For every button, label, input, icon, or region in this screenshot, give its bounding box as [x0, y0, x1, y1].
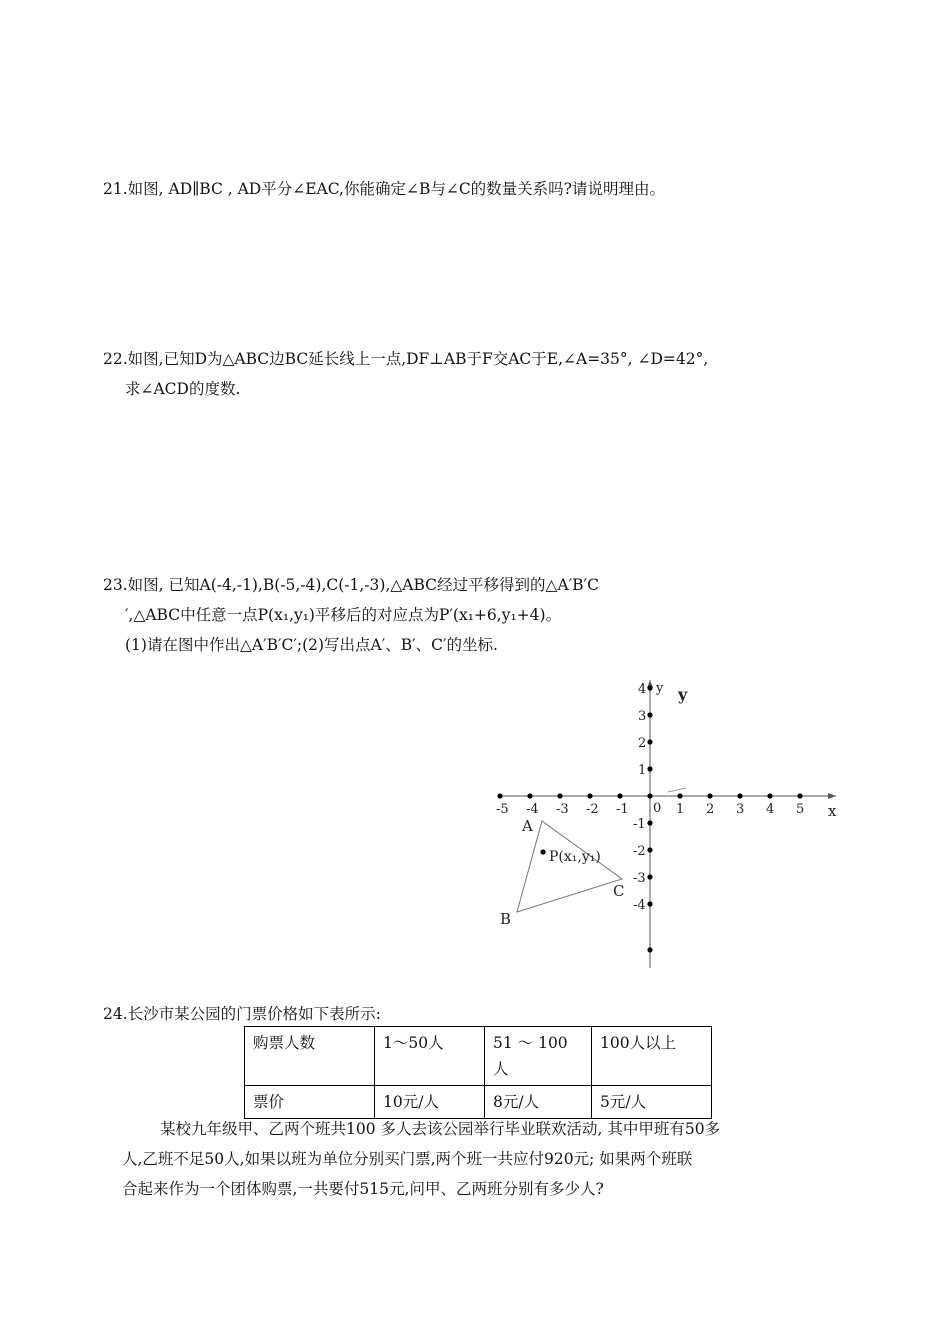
y-tick-dot — [647, 820, 652, 825]
question-24-para-text-1: 某校九年级甲、乙两个班共100 多人去该公园举行毕业联欢活动, 其中甲班有50多 — [160, 1120, 721, 1138]
table-cell: 51 ～ 100人 — [485, 1027, 592, 1086]
point-c-label: C — [613, 882, 625, 900]
question-24-paragraph-line-1 — [122, 1114, 862, 1144]
point-p-dot — [540, 849, 545, 854]
x-tick-dot — [527, 793, 532, 798]
x-tick-label: 3 — [736, 802, 745, 817]
question-23-text-2: ′,△ABC中任意一点P(x₁,y₁)平移后的对应点为P′(x₁+6,y₁+4)。 — [125, 606, 562, 624]
y-tick-label: 4 — [638, 682, 647, 697]
y-tick-dot — [647, 766, 652, 771]
y-tick-label: -4 — [633, 898, 646, 913]
coordinate-figure — [490, 672, 850, 972]
question-23-line-1 — [103, 570, 863, 600]
point-b-label: B — [500, 910, 512, 928]
x-tick-label: -1 — [616, 802, 629, 817]
y-tick-dot — [647, 685, 652, 690]
question-23-line-2 — [103, 600, 885, 630]
origin-label: 0 — [653, 801, 662, 816]
table-row — [245, 1027, 712, 1086]
x-tick-label: -2 — [586, 802, 599, 817]
x-tick-dot — [737, 793, 742, 798]
table-cell: 100人以上 — [592, 1027, 712, 1086]
x-tick-dot — [767, 793, 772, 798]
origin-dot — [647, 793, 652, 798]
y-tick-dot — [647, 874, 652, 879]
x-tick-dot — [707, 793, 712, 798]
y-tick-label: -1 — [633, 817, 646, 832]
question-21-text: 21.如图, AD∥BC , AD平分∠EAC,你能确定∠B与∠C的数量关系吗?请说明理由。 — [103, 180, 665, 198]
x-tick-label: 4 — [766, 802, 775, 817]
x-tick-dot — [497, 793, 502, 798]
question-21 — [103, 174, 863, 204]
question-22-line-1 — [103, 344, 863, 374]
y-axis-label-bold: y — [678, 685, 688, 704]
axes-group — [500, 680, 836, 968]
question-24-paragraph-line-2 — [122, 1144, 882, 1174]
point-a-label: A — [522, 817, 533, 835]
y-extra-dot — [647, 947, 652, 952]
question-24-heading — [103, 999, 863, 1029]
x-tick-dot — [587, 793, 592, 798]
y-tick-label: 1 — [638, 763, 647, 778]
x-axis-label: x — [828, 802, 837, 820]
x-tick-label: 5 — [796, 802, 805, 817]
table-cell: 票价 — [245, 1086, 375, 1119]
table-cell: 8元/人 — [485, 1086, 592, 1119]
point-p-label: P(x₁,y₁) — [549, 849, 601, 865]
x-tick-label: 1 — [676, 802, 685, 817]
x-tick-dot — [617, 793, 622, 798]
table-cell: 10元/人 — [375, 1086, 485, 1119]
labels-group — [500, 681, 837, 928]
y-tick-dot — [647, 712, 652, 717]
y-axis-label-small: y — [656, 681, 664, 696]
x-tick-dot — [677, 793, 682, 798]
question-22-text-1: 22.如图,已知D为△ABC边BC延长线上一点,DF⊥AB于F交AC于E,∠A=35°, ∠D=42°, — [103, 350, 709, 368]
x-axis-arrow — [828, 793, 836, 799]
question-24-paragraph-line-3 — [122, 1174, 882, 1204]
question-24-para-text-2: 人,乙班不足50人,如果以班为单位分别买门票,两个班一共应付920元; 如果两个班联 — [122, 1150, 693, 1168]
x-tick-label: 2 — [706, 802, 715, 817]
y-tick-label: -3 — [633, 871, 646, 886]
question-23-text-1: 23.如图, 已知A(-4,-1),B(-5,-4),C(-1,-3),△ABC经过平移得到的△A′B′C — [103, 576, 599, 594]
y-tick-dot — [647, 901, 652, 906]
question-24-para-text-3: 合起来作为一个团体购票,一共要付515元,问甲、乙两班分别有多少人? — [122, 1180, 604, 1198]
y-tick-label: 3 — [638, 709, 647, 724]
x-tick-label: -5 — [496, 802, 509, 817]
y-tick-dot — [647, 847, 652, 852]
question-22-text-2: 求∠ACD的度数. — [125, 380, 241, 398]
y-tick-label: -2 — [633, 844, 646, 859]
x-tick-label: -4 — [526, 802, 539, 817]
table-cell: 购票人数 — [245, 1027, 375, 1086]
x-tick-label: -3 — [556, 802, 569, 817]
question-22-line-2 — [103, 374, 885, 404]
question-23-line-3 — [103, 630, 885, 660]
question-23-text-3: (1)请在图中作出△A′B′C′;(2)写出点A′、B′、C′的坐标. — [125, 636, 498, 654]
stray-mark — [668, 788, 686, 792]
table-cell: 5元/人 — [592, 1086, 712, 1119]
y-tick-dot — [647, 739, 652, 744]
x-tick-dot — [797, 793, 802, 798]
ticket-price-table — [244, 1026, 712, 1119]
x-tick-dot — [557, 793, 562, 798]
question-24-heading-text: 24.长沙市某公园的门票价格如下表所示: — [103, 1005, 381, 1023]
y-tick-label: 2 — [638, 736, 647, 751]
table-cell: 1～50人 — [375, 1027, 485, 1086]
